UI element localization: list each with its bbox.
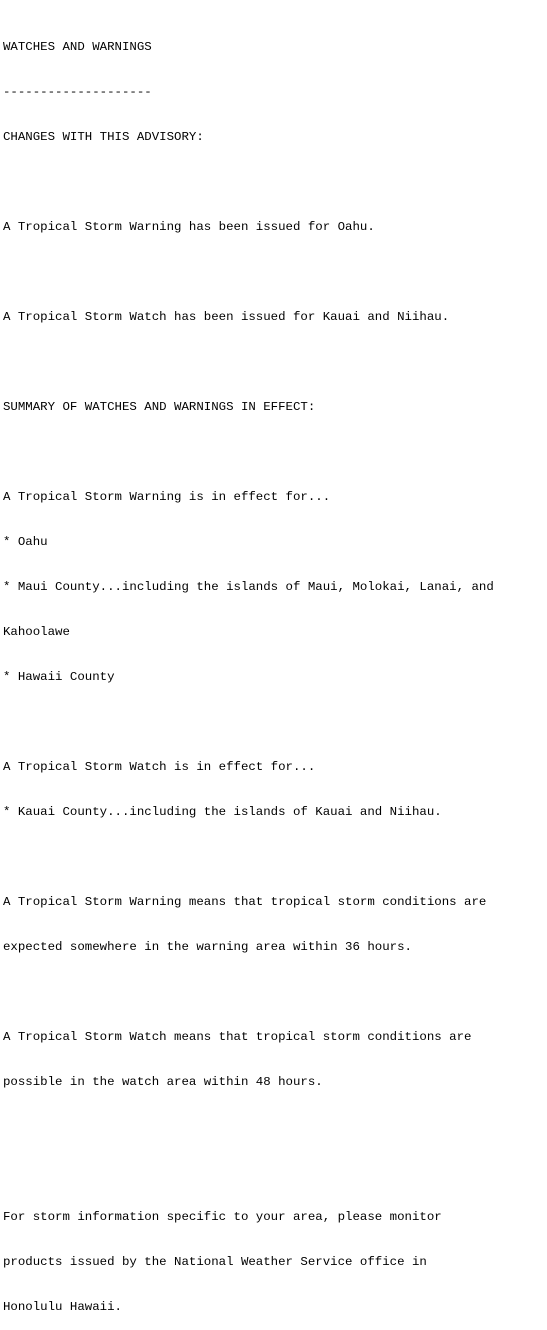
heading-divider: -------------------- — [3, 85, 152, 99]
watch-issued-text: A Tropical Storm Watch has been issued for Kauai and Niihau. — [3, 310, 450, 324]
summary-heading: SUMMARY OF WATCHES AND WARNINGS IN EFFECT: — [3, 400, 316, 414]
closing-text: products issued by the National Weather Service office in — [3, 1255, 427, 1269]
blank-line — [3, 355, 494, 370]
watch-definition: possible in the watch area within 48 hours. — [3, 1075, 323, 1089]
warning-area-item: Kahoolawe — [3, 625, 70, 639]
blank-line — [3, 175, 494, 190]
warning-area-item: * Maui County...including the islands of Maui, Molokai, Lanai, and — [3, 580, 494, 594]
watch-definition: A Tropical Storm Watch means that tropical storm conditions are — [3, 1030, 472, 1044]
advisory-text — [3, 10, 494, 1330]
blank-line — [3, 445, 494, 460]
blank-line — [3, 1120, 494, 1135]
section-heading: WATCHES AND WARNINGS — [3, 40, 152, 54]
closing-text: Honolulu Hawaii. — [3, 1300, 122, 1314]
blank-line — [3, 265, 494, 280]
warning-issued-text: A Tropical Storm Warning has been issued for Oahu. — [3, 220, 375, 234]
blank-line — [3, 850, 494, 865]
watch-intro: A Tropical Storm Watch is in effect for... — [3, 760, 316, 774]
blank-line — [3, 985, 494, 1000]
warning-area-item: * Hawaii County — [3, 670, 115, 684]
blank-line — [3, 1165, 494, 1180]
watch-area-item: * Kauai County...including the islands of Kauai and Niihau. — [3, 805, 442, 819]
warning-definition: A Tropical Storm Warning means that tropical storm conditions are — [3, 895, 487, 909]
blank-line — [3, 715, 494, 730]
warning-intro: A Tropical Storm Warning is in effect for... — [3, 490, 331, 504]
changes-heading: CHANGES WITH THIS ADVISORY: — [3, 130, 204, 144]
warning-area-item: * Oahu — [3, 535, 48, 549]
closing-text: For storm information specific to your area, please monitor — [3, 1210, 442, 1224]
warning-definition: expected somewhere in the warning area within 36 hours. — [3, 940, 412, 954]
